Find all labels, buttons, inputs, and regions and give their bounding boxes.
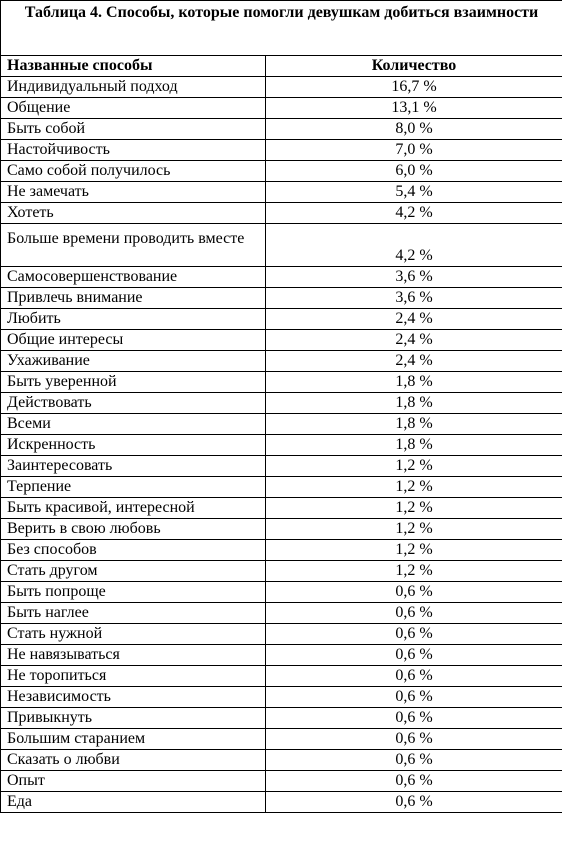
method-cell: Искренность: [1, 435, 266, 456]
count-cell: 0,6 %: [266, 624, 562, 645]
table-row: [1, 561, 562, 582]
count-cell: 1,8 %: [266, 414, 562, 435]
table-row: [1, 119, 562, 140]
count-cell: 1,8 %: [266, 435, 562, 456]
caption-row: [1, 1, 562, 56]
table-row: [1, 140, 562, 161]
count-cell: 2,4 %: [266, 309, 562, 330]
header-method: Названные способы: [1, 56, 266, 77]
method-cell: Быть собой: [1, 119, 266, 140]
table-row: [1, 224, 562, 267]
method-cell: Большим старанием: [1, 729, 266, 750]
method-cell: Стать другом: [1, 561, 266, 582]
table-row: [1, 182, 562, 203]
method-cell: Быть красивой, интересной: [1, 498, 266, 519]
table-caption: Таблица 4. Способы, которые помогли девушкам добиться взаимности: [1, 1, 562, 56]
method-cell: Привлечь внимание: [1, 288, 266, 309]
method-cell: Без способов: [1, 540, 266, 561]
method-cell: Любить: [1, 309, 266, 330]
method-cell: Всеми: [1, 414, 266, 435]
method-cell: Самосовершенствование: [1, 267, 266, 288]
table-row: [1, 351, 562, 372]
table-row: [1, 666, 562, 687]
method-cell: Больше времени проводить вместе: [1, 224, 266, 267]
table-row: [1, 77, 562, 98]
method-cell: Верить в свою любовь: [1, 519, 266, 540]
table-row: [1, 498, 562, 519]
table-row: [1, 372, 562, 393]
table-row: [1, 624, 562, 645]
count-cell: 1,2 %: [266, 540, 562, 561]
count-cell: 2,4 %: [266, 330, 562, 351]
method-cell: Стать нужной: [1, 624, 266, 645]
method-cell: Быть наглее: [1, 603, 266, 624]
table-row: [1, 729, 562, 750]
table-row: [1, 393, 562, 414]
method-cell: Общение: [1, 98, 266, 119]
count-cell: 1,2 %: [266, 519, 562, 540]
table-row: [1, 267, 562, 288]
method-cell: Независимость: [1, 687, 266, 708]
count-cell: 0,6 %: [266, 603, 562, 624]
method-cell: Быть попроще: [1, 582, 266, 603]
table-row: [1, 203, 562, 224]
table-row: [1, 708, 562, 729]
count-cell: 1,8 %: [266, 393, 562, 414]
table-row: [1, 435, 562, 456]
method-cell: Быть уверенной: [1, 372, 266, 393]
header-row: [1, 56, 562, 77]
table-row: [1, 477, 562, 498]
count-cell: 0,6 %: [266, 750, 562, 771]
count-cell: 1,2 %: [266, 498, 562, 519]
count-cell: 0,6 %: [266, 666, 562, 687]
method-cell: Не торопиться: [1, 666, 266, 687]
count-cell: 8,0 %: [266, 119, 562, 140]
count-cell: 1,2 %: [266, 561, 562, 582]
count-cell: 3,6 %: [266, 267, 562, 288]
table-row: [1, 792, 562, 813]
count-cell: 0,6 %: [266, 645, 562, 666]
header-count: Количество: [266, 56, 562, 77]
count-cell: 2,4 %: [266, 351, 562, 372]
table-row: [1, 519, 562, 540]
method-cell: Не замечать: [1, 182, 266, 203]
method-cell: Не навязываться: [1, 645, 266, 666]
method-cell: Опыт: [1, 771, 266, 792]
method-cell: Общие интересы: [1, 330, 266, 351]
count-cell: 13,1 %: [266, 98, 562, 119]
table-row: [1, 771, 562, 792]
method-cell: Ухаживание: [1, 351, 266, 372]
count-cell: 7,0 %: [266, 140, 562, 161]
table-row: [1, 161, 562, 182]
count-cell: 1,8 %: [266, 372, 562, 393]
table-row: [1, 414, 562, 435]
count-cell: 0,6 %: [266, 729, 562, 750]
count-cell: 0,6 %: [266, 582, 562, 603]
count-cell: 5,4 %: [266, 182, 562, 203]
table-row: [1, 750, 562, 771]
count-cell: 1,2 %: [266, 456, 562, 477]
table-row: [1, 288, 562, 309]
count-cell: 1,2 %: [266, 477, 562, 498]
method-cell: Привыкнуть: [1, 708, 266, 729]
method-cell: Индивидуальный подход: [1, 77, 266, 98]
count-cell: 6,0 %: [266, 161, 562, 182]
count-cell: 0,6 %: [266, 708, 562, 729]
count-cell: 3,6 %: [266, 288, 562, 309]
count-cell: 0,6 %: [266, 687, 562, 708]
count-cell: 0,6 %: [266, 771, 562, 792]
method-cell: Сказать о любви: [1, 750, 266, 771]
table-row: [1, 645, 562, 666]
method-cell: Настойчивость: [1, 140, 266, 161]
method-cell: Действовать: [1, 393, 266, 414]
table-row: [1, 98, 562, 119]
count-cell: 0,6 %: [266, 792, 562, 813]
table-row: [1, 603, 562, 624]
table-row: [1, 687, 562, 708]
count-cell: 4,2 %: [266, 203, 562, 224]
method-cell: Заинтересовать: [1, 456, 266, 477]
count-cell: 4,2 %: [266, 224, 562, 267]
table-row: [1, 582, 562, 603]
method-cell: Еда: [1, 792, 266, 813]
table-row: [1, 330, 562, 351]
table-row: [1, 456, 562, 477]
method-cell: Само собой получилось: [1, 161, 266, 182]
count-cell: 16,7 %: [266, 77, 562, 98]
table-row: [1, 540, 562, 561]
method-cell: Терпение: [1, 477, 266, 498]
method-cell: Хотеть: [1, 203, 266, 224]
table-row: [1, 309, 562, 330]
